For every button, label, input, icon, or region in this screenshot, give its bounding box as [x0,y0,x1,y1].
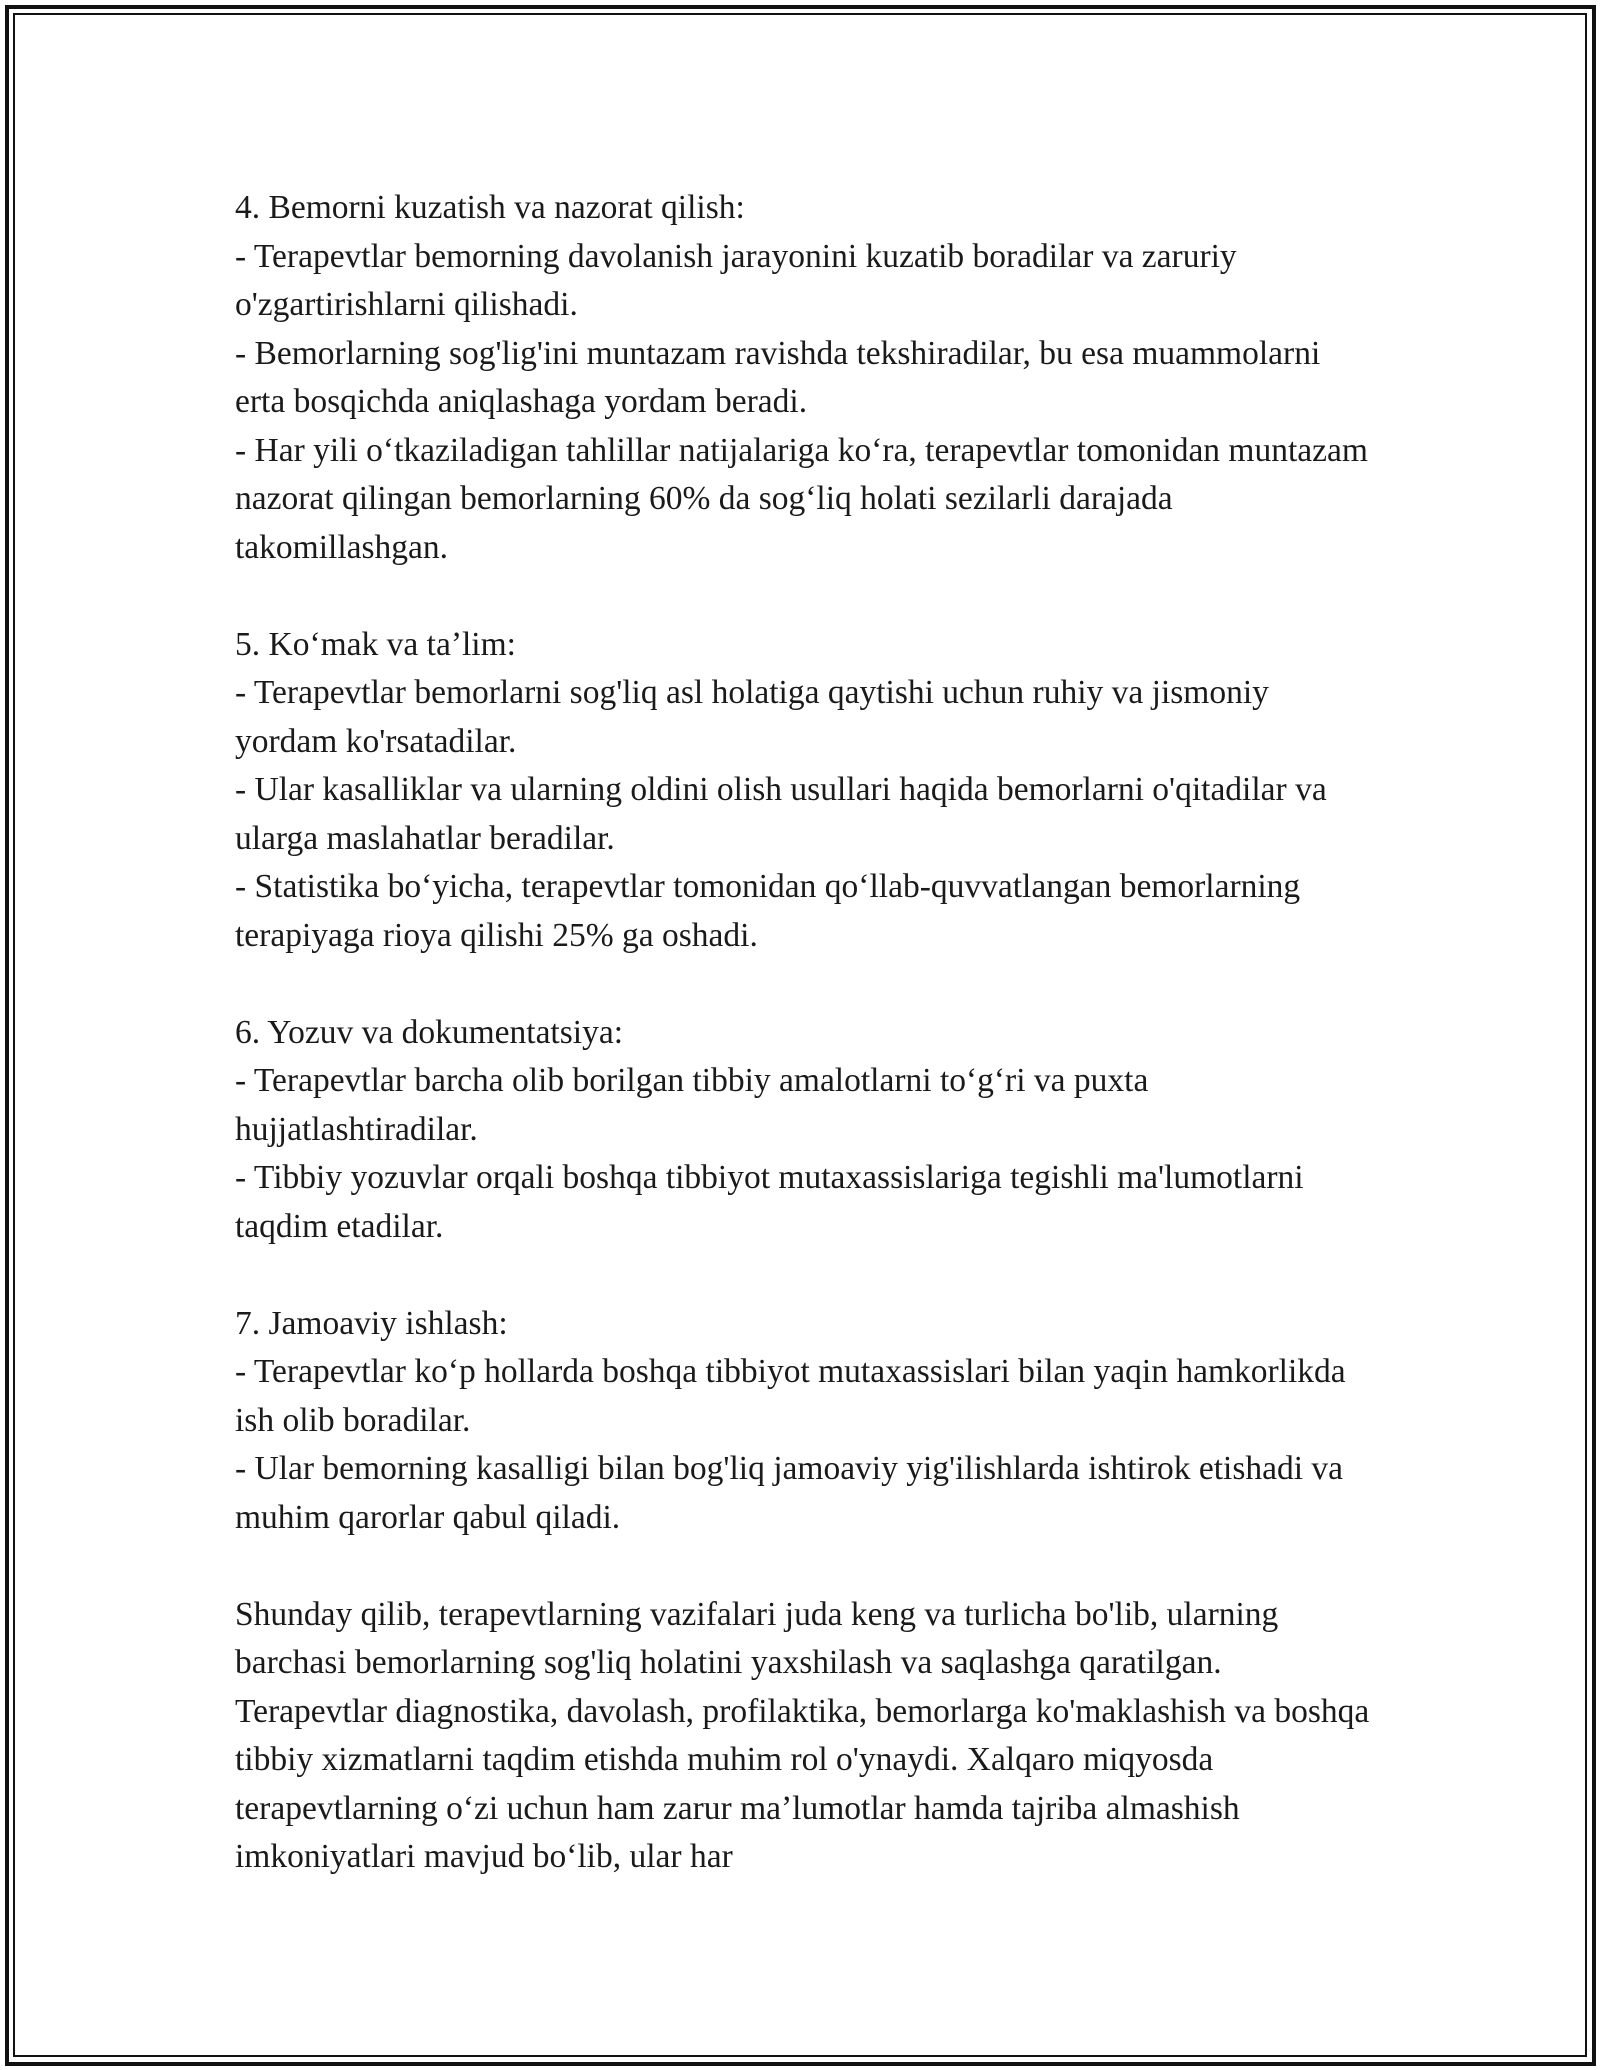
list-item: - Statistika boʻyicha, terapevtlar tomonidan qoʻllab-quvvatlangan bemorlarning terapiyaga rioya qilishi 25% ga oshadi. [235,868,1309,954]
list-item: - Terapevtlar koʻp hollarda boshqa tibbiyot mutaxassislari bilan yaqin hamkorlikda ish olib boradilar. [235,1353,1355,1439]
list-item: - Bemorlarning sog'lig'ini muntazam ravishda tekshiradilar, bu esa muammolarni erta bosqichda aniqlashaga yordam beradi. [235,334,1329,420]
conclusion-paragraph: Shunday qilib, terapevtlarning vazifalari juda keng va turlicha bo'lib, ularning barchasi bemorlarning sog'liq holatini yaxshilash va saqlashga qaratilgan. Terapevtlar diagnostika, davolash, profilaktika, bemorlarga ko'maklashish va boshqa tibbiy xizmatlarni taqdim etishda muhim rol o'ynaydi. Xalqaro miqyosda terapevtlarning oʻzi uchun ham zarur maʼlumotlar hamda tajriba almashish imkoniyatlari mavjud boʻlib, ular har [235,1595,1370,1875]
section-heading: 4. Bemorni kuzatish va nazorat qilish: [235,189,745,226]
list-item: - Ular kasalliklar va ularning oldini olish usullari haqida bemorlarni o'qitadilar va ularga maslahatlar beradilar. [235,771,1336,857]
list-item: - Har yili oʻtkaziladigan tahlillar natijalariga koʻra, terapevtlar tomonidan muntazam nazorat qilingan bemorlarning 60% da sogʻliq holati sezilarli darajada takomillashgan. [235,431,1377,566]
list-item: - Terapevtlar bemorning davolanish jarayonini kuzatib boradilar va zaruriy o'zgartirishlarni qilishadi. [235,237,1246,323]
section-heading: 6. Yozuv va dokumentatsiya: [235,1013,624,1051]
section-6 [235,1009,1375,1252]
section-heading: 7. Jamoaviy ishlash: [235,1304,508,1342]
list-item: - Ular bemorning kasalligi bilan bog'liq jamoaviy yig'ilishlarda ishtirok etishadi va muhim qarorlar qabul qiladi. [235,1450,1352,1536]
document-body [235,184,1375,1882]
section-7 [235,1300,1375,1543]
section-5 [235,621,1375,961]
list-item: - Tibbiy yozuvlar orqali boshqa tibbiyot mutaxassislariga tegishli ma'lumotlarni taqdim etadilar. [235,1159,1312,1245]
list-item: - Terapevtlar bemorlarni sog'liq asl holatiga qaytishi uchun ruhiy va jismoniy yordam ko'rsatadilar. [235,674,1278,760]
list-item: - Terapevtlar barcha olib borilgan tibbiy amalotlarni toʻgʻri va puxta hujjatlashtiradilar. [235,1062,1157,1148]
section-heading: 5. Koʻmak va taʼlim: [235,625,516,663]
section-4 [235,184,1375,572]
